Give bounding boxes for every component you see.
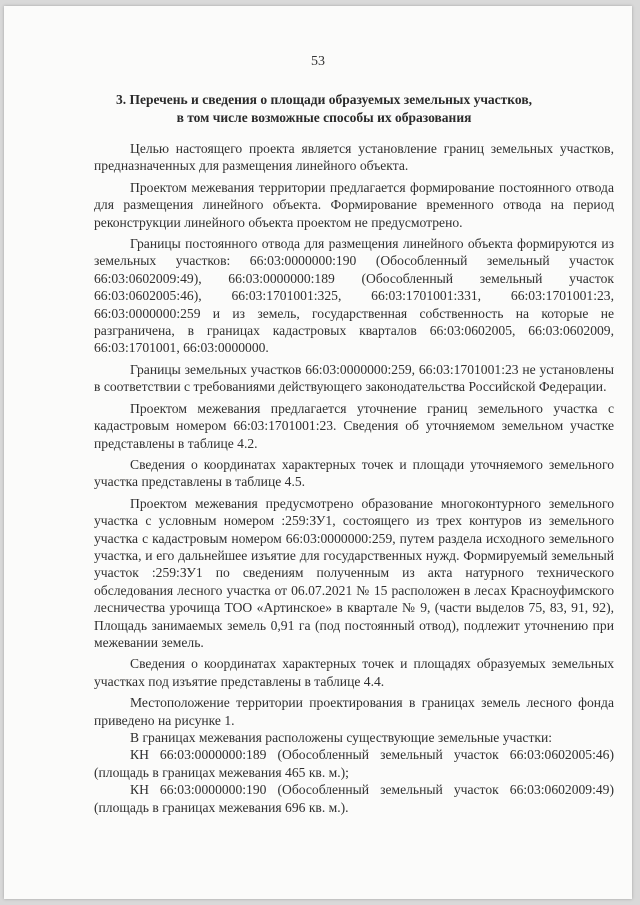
document-body — [94, 140, 614, 816]
list-item: КН 66:03:0000000:189 (Обособленный земельный участок 66:03:0602005:46) (площадь в границах межевания 465 кв. м.); — [94, 747, 614, 780]
paragraph: Проектом межевания предлагается уточнение границ земельного участка с кадастровым номером 66:03:1701001:23. Сведения об уточняемом земельном участке представлены в таблице 4.2. — [94, 400, 614, 451]
paragraph: Сведения о координатах характерных точек и площадях образуемых земельных участках под изъятие представлены в таблице 4.4. — [94, 656, 614, 689]
paragraph: Местоположение территории проектирования в границах земель лесного фонда приведено на рисунке 1. — [94, 695, 614, 728]
paragraph: Целью настоящего проекта является установление границ земельных участков, предназначенных для размещения линейного объекта. — [94, 141, 614, 174]
paragraph: Проектом межевания территории предлагается формирование постоянного отвода для размещения линейного объекта. Формирование временного отвода на период реконструкции линейного объекта проектом не предусмотрено. — [94, 179, 614, 230]
list-item: КН 66:03:0000000:190 (Обособленный земельный участок 66:03:0602009:49) (площадь в границах межевания 696 кв. м.). — [94, 782, 614, 815]
paragraph: В границах межевания расположены существующие земельные участки: — [130, 730, 553, 745]
section-title — [84, 91, 564, 127]
section-title-line: в том числе возможные способы их образования — [176, 110, 472, 125]
document-page — [4, 6, 632, 899]
paragraph: Границы земельных участков 66:03:0000000:259, 66:03:1701001:23 не установлены в соответствии с требованиями действующего законодательства Российской Федерации. — [94, 361, 614, 395]
paragraph: Проектом межевания предусмотрено образование многоконтурного земельного участка с условным номером :259:ЗУ1, состоящего из трех контуров из земельного участка с кадастровым номером 66:03:0000000:259, путем раздела исходного земельного участка, и его дальнейшее изъятие для государственных нужд. Формируемый земельный участок :259:ЗУ1 по сведениям полученным из акта натурного технического обследования лесного участка от 06.07.2021 № 15 расположен в лесах Красноуфимского лесничества урочища ТОО «Артинское» в квартале № 9, (части выделов 75, 83, 91, 92), Площадь занимаемых земель 0,91 га (под постоянный отвод), подлежит уточнению при межевании земель. — [94, 495, 614, 650]
page-number: 53 — [311, 54, 325, 69]
section-title-line: 3. Перечень и сведения о площади образуемых земельных участков, — [116, 92, 532, 107]
paragraph: Сведения о координатах характерных точек и площади уточняемого земельного участка представлены в таблице 4.5. — [94, 456, 614, 490]
paragraph: Границы постоянного отвода для размещения линейного объекта формируются из земельных участков: 66:03:0000000:190 (Обособленный земельный участок 66:03:0602009:49), 66:03:0000000:189 (Обособленный земельный участок 66:03:0602005:46), 66:03:1701001:325, 66:03:1701001:331, 66:03:1701001:23, 66:03:0000000:259 и из земель, государственная собственность на которые не разграничена, в границах кадастровых кварталов 66:03:0602005, 66:03:0602009, 66:03:1701001, 66:03:0000000. — [94, 236, 614, 356]
